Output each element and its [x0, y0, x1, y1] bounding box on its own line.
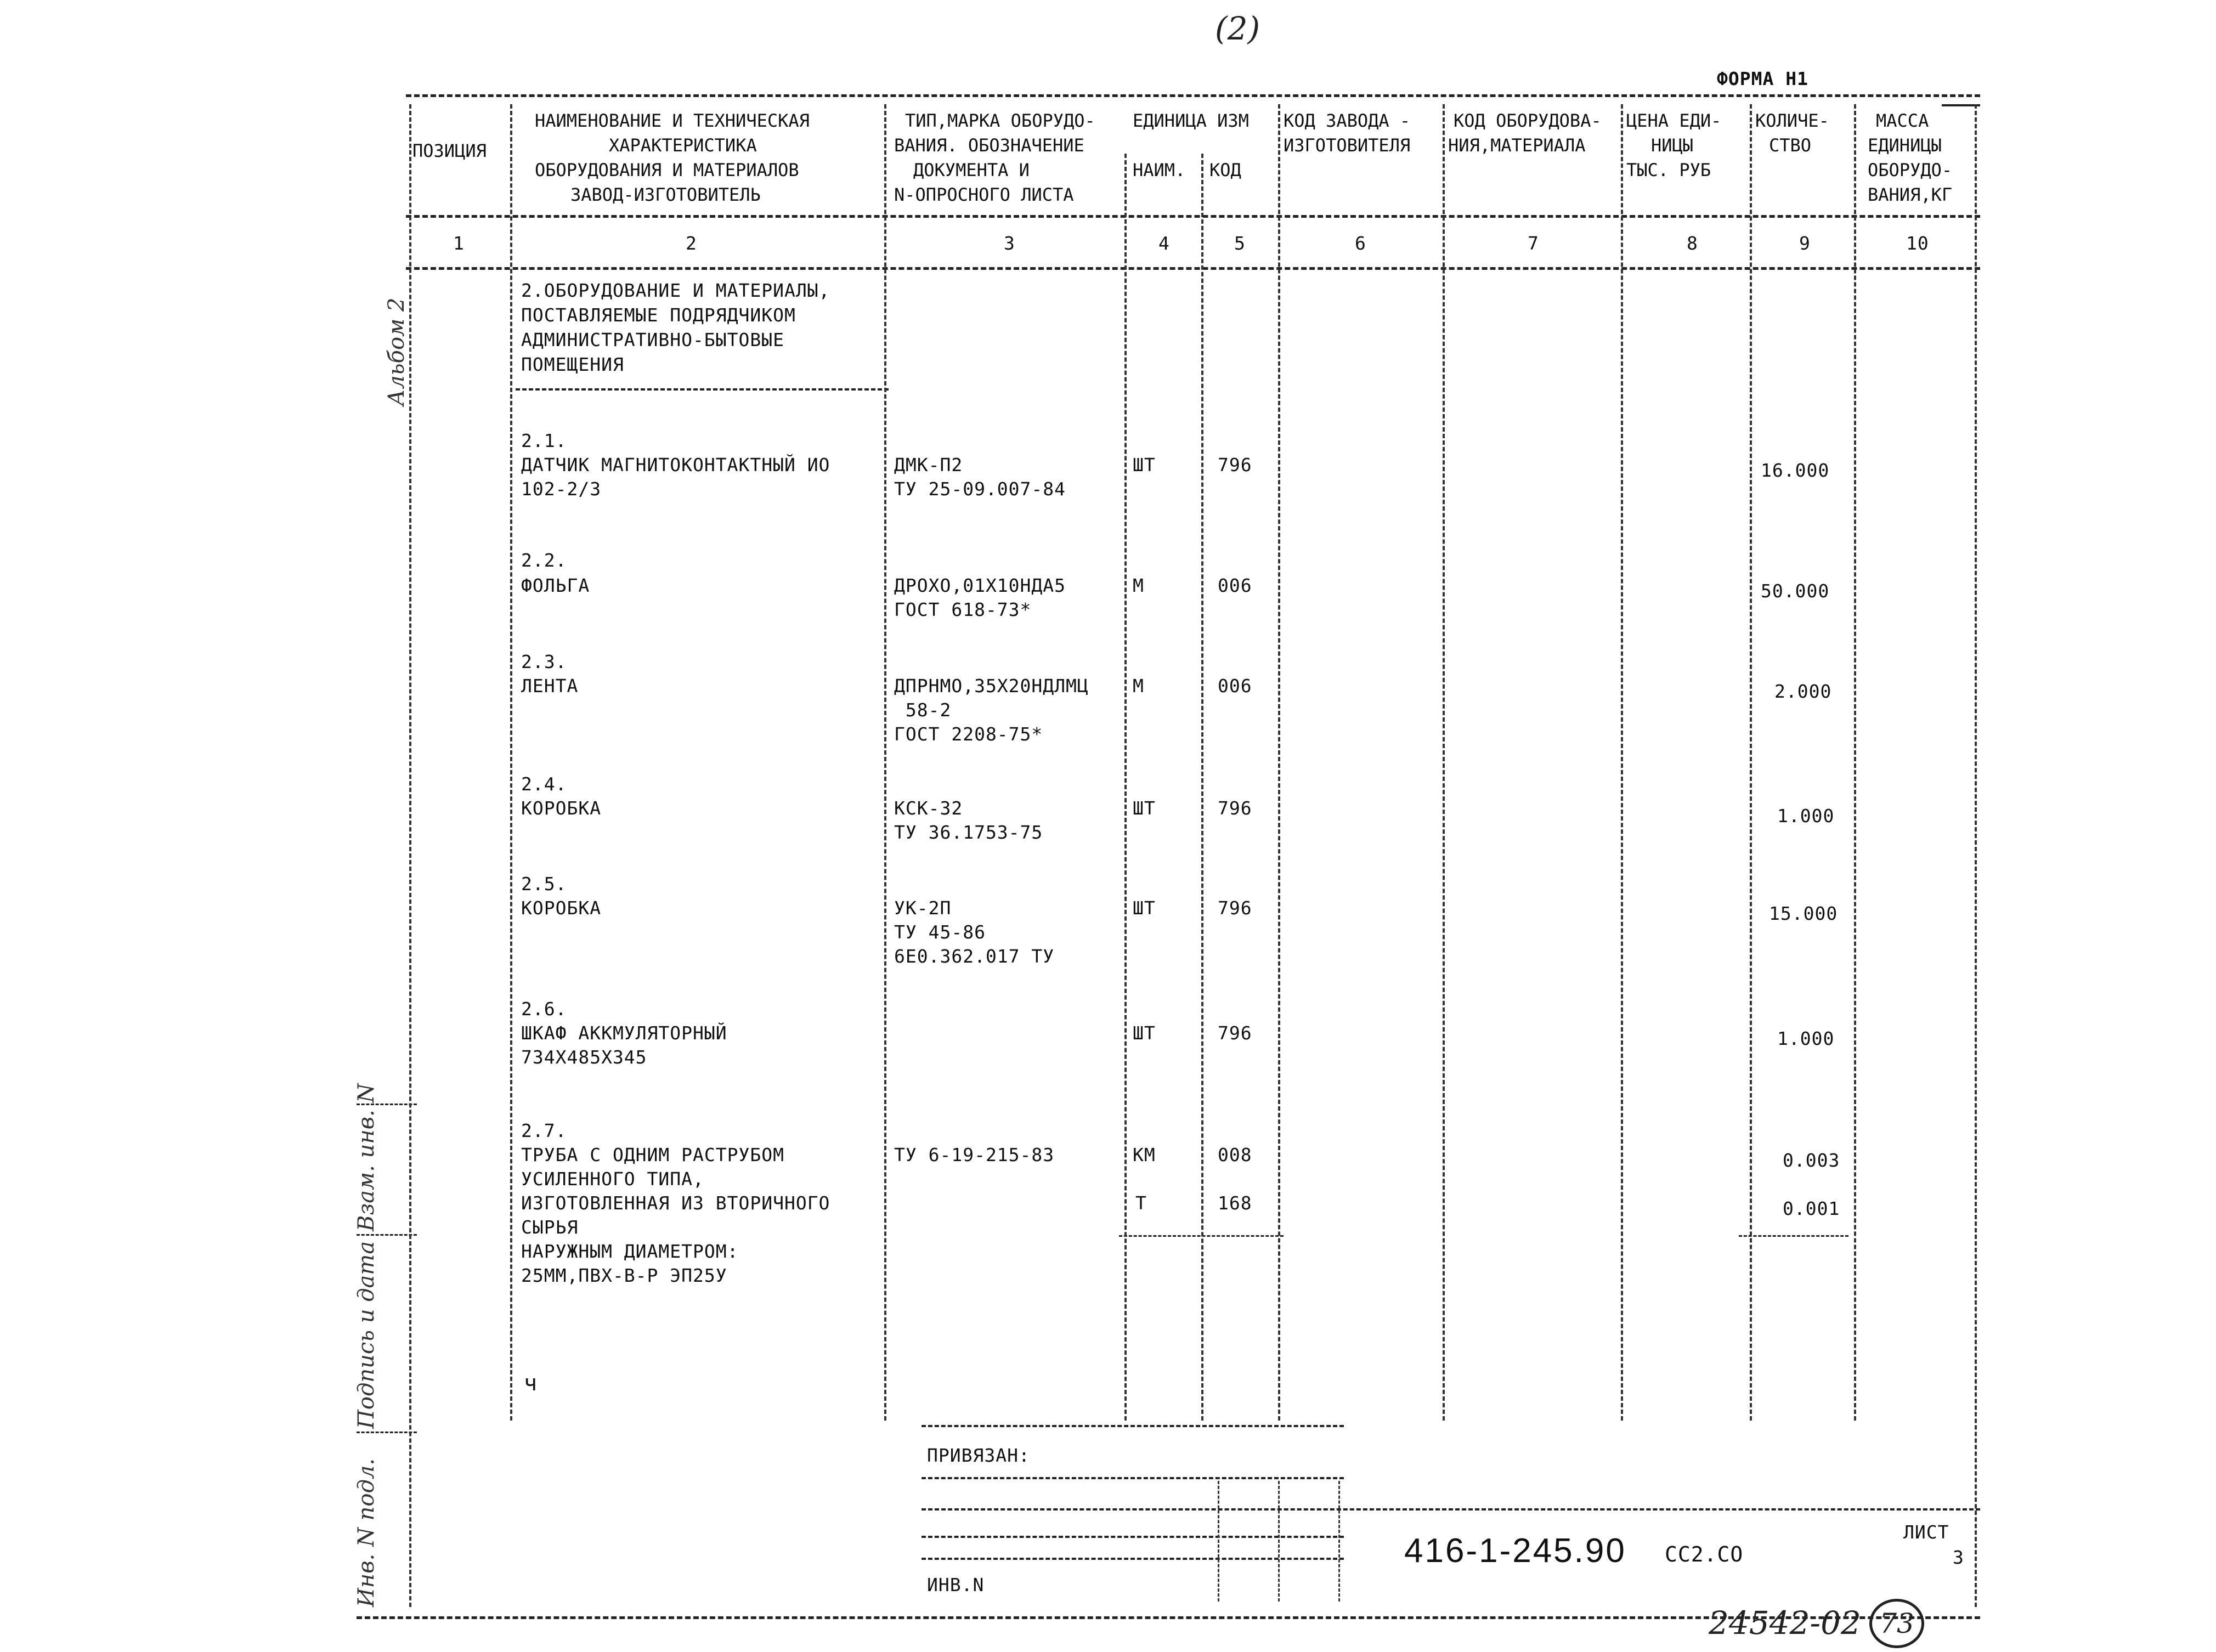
col-number-2: 2 [686, 233, 697, 254]
table-row-2-4-qty: 1.000 [1777, 805, 1835, 827]
header-position: ПОЗИЦИЯ [412, 140, 487, 161]
header-col3-line3: ДОКУМЕНТА И [913, 160, 1030, 180]
document-code: 416-1-245.90 [1404, 1532, 1626, 1570]
table-row-2-1-name-1: ДАТЧИК МАГНИТОКОНТАКТНЫЙ ИО [521, 454, 830, 476]
margin-album-label: Альбом 2 [384, 297, 409, 406]
table-row-2-3-position: 2.3. [521, 651, 567, 672]
header-col2-line1: НАИМЕНОВАНИЕ И ТЕХНИЧЕСКАЯ [535, 110, 810, 131]
bottom-archive-code: 24542-02 [1709, 1604, 1861, 1642]
col-number-3: 3 [1004, 233, 1015, 254]
header-col10-line4: ВАНИЯ,КГ [1868, 184, 1953, 205]
table-row-2-5-code: 796 [1218, 897, 1252, 919]
table-row-2-2-type-1: ДРОХО,01Х10НДА5 [894, 575, 1066, 596]
table-row-2-5-type-2: ТУ 45-86 [894, 921, 986, 943]
section-title-line4: ПОМЕЩЕНИЯ [521, 354, 624, 375]
table-row-2-7-code: 008 [1218, 1144, 1252, 1166]
table-row-2-2-unit: М [1133, 575, 1144, 596]
table-row-2-3-name-1: ЛЕНТА [521, 675, 579, 697]
table-row-2-5-unit: ШТ [1133, 897, 1156, 919]
header-col3-line4: N-ОПРОСНОГО ЛИСТА [894, 184, 1074, 205]
col-number-10: 10 [1906, 233, 1929, 254]
header-col3-line2: ВАНИЯ. ОБОЗНАЧЕНИЕ [894, 135, 1084, 156]
header-col10-line1: МАССА [1876, 110, 1929, 131]
rule-footer-5 [922, 1558, 1344, 1560]
table-row-2-5-type-1: УК-2П [894, 897, 952, 919]
table-row-2-1-type-2: ТУ 25-09.007-84 [894, 478, 1066, 500]
section-title-line1: 2.ОБОРУДОВАНИЕ И МАТЕРИАЛЫ, [521, 280, 830, 301]
document-code-suffix: СС2.СО [1665, 1542, 1744, 1566]
col-number-8: 8 [1687, 233, 1698, 254]
table-row-2-6-qty: 1.000 [1777, 1028, 1835, 1049]
header-col10-line2: ЕДИНИЦЫ [1868, 135, 1942, 156]
table-row-2-7-name-6: 25ММ,ПВХ-В-Р ЭП25У [521, 1265, 727, 1286]
table-row-2-6-unit: ШТ [1133, 1022, 1156, 1044]
col-number-9: 9 [1799, 233, 1811, 254]
table-row-2-7-name-5: НАРУЖНЫМ ДИАМЕТРОМ: [521, 1241, 739, 1262]
col-number-7: 7 [1528, 233, 1539, 254]
margin-signature-date-label: Подпись и дата [354, 1241, 379, 1429]
header-col10-line3: ОБОРУДО- [1868, 160, 1953, 180]
col-sep-10 [1975, 104, 1977, 1607]
rule-footer-1 [922, 1425, 1344, 1427]
section-title-line2: ПОСТАВЛЯЕМЫЕ ПОДРЯДЧИКОМ [521, 304, 796, 326]
header-col8-line2: НИЦЫ [1651, 135, 1694, 156]
rule-numbers-bottom [406, 267, 1980, 270]
section-title-line3: АДМИНИСТРАТИВНО-БЫТОВЫЕ [521, 329, 784, 350]
sheet-number: 3 [1953, 1547, 1964, 1568]
table-row-2-7-qty-2: 0.001 [1783, 1198, 1840, 1219]
table-row-2-3-qty: 2.000 [1774, 681, 1832, 702]
top-page-mark: (2) [1215, 10, 1260, 47]
table-row-2-4-type-2: ТУ 36.1753-75 [894, 822, 1043, 843]
header-col9-line1: КОЛИЧЕ- [1755, 110, 1829, 131]
col-number-5: 5 [1234, 233, 1246, 254]
table-row-2-4-code: 796 [1218, 797, 1252, 819]
table-row-2-7-type-1: ТУ 6-19-215-83 [894, 1144, 1055, 1166]
col-sep-4 [1201, 154, 1203, 1421]
table-row-2-2-type-2: ГОСТ 618-73* [894, 599, 1032, 620]
col-sep-7 [1621, 104, 1623, 1421]
header-col2-line4: ЗАВОД-ИЗГОТОВИТЕЛЬ [570, 184, 761, 205]
header-col3-line1: ТИП,МАРКА ОБОРУДО- [905, 110, 1095, 131]
col-sep-5 [1278, 104, 1280, 1421]
header-col2-line2: ХАРАКТЕРИСТИКА [609, 135, 757, 156]
rule-header-bottom [406, 215, 1980, 218]
col-number-6: 6 [1355, 233, 1366, 254]
table-row-2-3-code: 006 [1218, 675, 1252, 697]
footer-inv-number: ИНВ.N [927, 1574, 985, 1596]
table-row-2-7-unit-2: Т [1135, 1192, 1147, 1214]
table-row-2-5-qty: 15.000 [1769, 903, 1838, 924]
table-row-2-4-type-1: КСК-32 [894, 797, 963, 819]
bottom-circled-number: 73 [1869, 1599, 1924, 1648]
table-row-2-2-code: 006 [1218, 575, 1252, 596]
table-row-2-6-position: 2.6. [521, 998, 567, 1020]
table-row-2-2-qty: 50.000 [1761, 580, 1830, 602]
table-row-2-4-unit: ШТ [1133, 797, 1156, 819]
table-row-2-5-position: 2.5. [521, 873, 567, 895]
table-row-2-7-name-3: ИЗГОТОВЛЕННАЯ ИЗ ВТОРИЧНОГО [521, 1192, 830, 1214]
table-row-2-3-unit: М [1133, 675, 1144, 697]
table-row-2-6-name-1: ШКАФ АККМУЛЯТОРНЫЙ [521, 1022, 727, 1044]
form-label: ФОРМА Н1 [1717, 68, 1808, 89]
header-col7-line1: КОД ОБОРУДОВА- [1454, 110, 1602, 131]
header-col7-line2: НИЯ,МАТЕРИАЛА [1448, 135, 1586, 156]
table-row-2-7-name-4: СЫРЬЯ [521, 1217, 579, 1238]
table-row-2-3-type-2: 58-2 [894, 699, 952, 721]
col-number-4: 4 [1158, 233, 1170, 254]
col-sep-6 [1443, 104, 1445, 1421]
table-row-2-4-name-1: КОРОБКА [521, 797, 602, 819]
rule-margin-2 [357, 1234, 417, 1236]
table-row-2-3-type-1: ДПРНМО,35Х20НДЛМЦ [894, 675, 1089, 697]
table-row-2-6-name-2: 734Х485Х345 [521, 1046, 647, 1068]
table-row-2-7-code-2: 168 [1218, 1192, 1252, 1214]
table-row-2-2-name-1: ФОЛЬГА [521, 575, 590, 596]
rule-qty-split [1739, 1235, 1848, 1237]
rule-top [406, 94, 1980, 97]
table-row-2-1-qty: 16.000 [1761, 460, 1830, 481]
col-sep-0 [409, 104, 411, 1607]
header-col2-line3: ОБОРУДОВАНИЯ И МАТЕРИАЛОВ [535, 160, 799, 180]
col-sep-2 [884, 104, 886, 1421]
rule-margin-3 [357, 1432, 417, 1433]
table-row-2-1-unit: ШТ [1133, 454, 1156, 476]
rule-footer-2 [922, 1477, 1344, 1479]
col-number-1: 1 [453, 233, 465, 254]
header-col9-line2: СТВО [1769, 135, 1812, 156]
col-sep-3 [1124, 154, 1127, 1421]
header-col8-line1: ЦЕНА ЕДИ- [1626, 110, 1722, 131]
table-row-2-1-position: 2.1. [521, 430, 567, 451]
stray-mark: ч [524, 1371, 538, 1396]
header-unit-name: НАИМ. [1133, 160, 1186, 180]
table-row-2-1-name-2: 102-2/3 [521, 478, 602, 500]
table-row-2-7-qty: 0.003 [1783, 1150, 1840, 1171]
footer-privyazan: ПРИВЯЗАН: [927, 1445, 1030, 1466]
table-row-2-1-type-1: ДМК-П2 [894, 454, 963, 476]
col-sep-9 [1854, 104, 1856, 1421]
footer-sep-b [1278, 1481, 1280, 1602]
footer-sep-c [1338, 1481, 1340, 1602]
table-row-2-6-code: 796 [1218, 1022, 1252, 1044]
footer-sep-a [1218, 1481, 1219, 1602]
table-row-2-7-position: 2.7. [521, 1120, 567, 1141]
header-unit: ЕДИНИЦА ИЗМ [1133, 110, 1249, 131]
margin-replaced-inv-label: Взам. инв. N [354, 1083, 379, 1231]
table-row-2-4-position: 2.4. [521, 773, 567, 795]
header-col6-line1: КОД ЗАВОДА - [1284, 110, 1411, 131]
rule-section-title [516, 388, 889, 391]
table-row-2-7-name-1: ТРУБА С ОДНИМ РАСТРУБОМ [521, 1144, 784, 1166]
col-sep-1 [510, 104, 512, 1421]
table-row-2-2-position: 2.2. [521, 550, 567, 571]
col-sep-8 [1750, 104, 1752, 1421]
header-unit-code: КОД [1209, 160, 1241, 180]
table-row-2-5-type-3: 6Е0.362.017 ТУ [894, 946, 1055, 967]
table-row-2-3-type-3: ГОСТ 2208-75* [894, 723, 1043, 745]
header-col8-line3: ТЫС. РУБ [1626, 160, 1711, 180]
table-row-2-7-unit: КМ [1133, 1144, 1156, 1166]
rule-footer-3 [922, 1508, 1980, 1510]
margin-original-inv-label: Инв. N подл. [354, 1458, 379, 1607]
sheet-label: ЛИСТ [1903, 1521, 1949, 1543]
table-row-2-1-code: 796 [1218, 454, 1252, 476]
header-col6-line2: ИЗГОТОВИТЕЛЯ [1284, 135, 1411, 156]
rule-footer-4 [922, 1536, 1344, 1538]
table-row-2-5-name-1: КОРОБКА [521, 897, 602, 919]
table-row-2-7-name-2: УСИЛЕННОГО ТИПА, [521, 1168, 704, 1190]
